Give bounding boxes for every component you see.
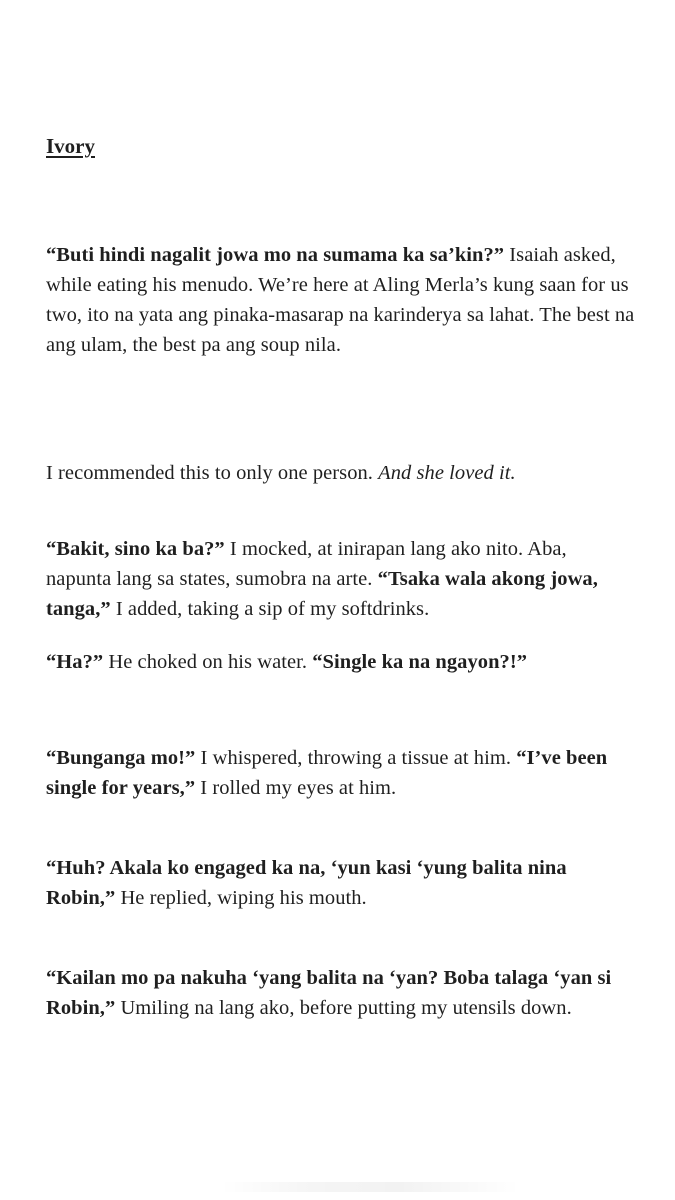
narration-text: Umiling na lang ako, before putting my utensils down. <box>115 997 572 1019</box>
narration-text: I recommended this to only one person. <box>46 462 379 484</box>
dialogue-text: “I’ve been single for years,” <box>46 747 608 799</box>
narration-text: He choked on his water. <box>103 651 313 673</box>
italic-text: And she loved it. <box>378 462 516 484</box>
paragraph <box>46 534 636 624</box>
narration-text: I added, taking a sip of my softdrinks. <box>110 598 430 620</box>
paragraph <box>46 853 636 913</box>
paragraph <box>46 240 636 360</box>
narration-text: I whispered, throwing a tissue at him. <box>195 747 517 769</box>
narration-text: Isaiah asked, while eating his menudo. We’re here at Aling Merla’s kung saan for us two, ito na yata ang pinaka-masarap na karinderya sa lahat. The best na ang ulam, the best pa ang soup nila. <box>46 244 635 356</box>
narration-text: I rolled my eyes at him. <box>195 777 397 799</box>
dialogue-text: “Tsaka wala akong jowa, tanga,” <box>46 568 598 620</box>
paragraph <box>46 458 636 488</box>
dialogue-text: “Huh? Akala ko engaged ka na, ‘yun kasi ‘yung balita nina Robin,” <box>46 857 567 909</box>
chapter-heading: Ivory <box>46 134 95 158</box>
narration-text: He replied, wiping his mouth. <box>115 887 367 909</box>
paragraph <box>46 743 636 803</box>
dialogue-text: “Ha?” <box>46 651 104 673</box>
paragraph <box>46 647 636 677</box>
dialogue-text: “Single ka na ngayon?!” <box>312 651 527 673</box>
narration-text: I mocked, at inirapan lang ako nito. Aba, napunta lang sa states, sumobra na arte. <box>46 538 567 590</box>
dialogue-text: “Buti hindi nagalit jowa mo na sumama ka sa’kin?” <box>46 244 505 266</box>
scan-shadow <box>220 1182 520 1192</box>
dialogue-text: “Bakit, sino ka ba?” <box>46 538 225 560</box>
dialogue-text: “Kailan mo pa nakuha ‘yang balita na ‘yan? Boba talaga ‘yan si Robin,” <box>46 967 612 1019</box>
paragraph <box>46 963 636 1023</box>
dialogue-text: “Bunganga mo!” <box>46 747 196 769</box>
